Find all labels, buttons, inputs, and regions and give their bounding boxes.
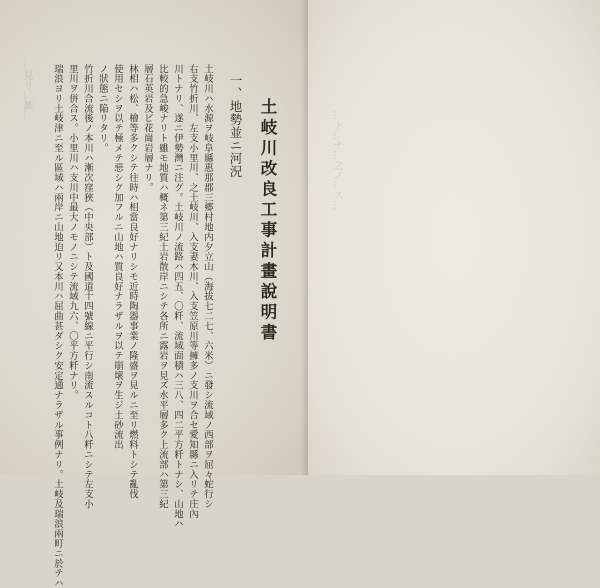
body-line: 川トナリ、遂ニ伊勢灣ニ注グ。土岐川ノ流路ハ四五、〇粁、流域面積ハ三八、四二平方粁トナシ、山地ハ — [172, 64, 183, 529]
body-line: ノ狀態ニ陥リタリ。 — [97, 64, 108, 154]
section-heading: 一、地勢並ニ河況 — [228, 74, 243, 178]
bleed-through-text: …ト…ナ…之ノ…ス… — [331, 110, 342, 210]
right-page — [308, 0, 600, 475]
body-line: 林相ハ松、檜等多クシテ往時ハ相當良好ナリシモ近時陶器事業ノ隆盛ヲ見ルニ至リ燃料トシテ亂伐 — [127, 64, 138, 500]
document-title: 土岐川改良工事計畫說明書 — [258, 98, 277, 344]
body-line: 使用セシヲ以テ極メテ惡シク加フルニ山地ハ質良好ナラザルヲ以テ崩壞ヲ生ジ土砂流出 — [112, 64, 123, 450]
body-line: 瑞浪ヨリ土岐津ニ至ル區域ハ兩岸ニ山地迫リ又本川ハ屈曲甚ダシク安定通ナラザル事例ナリ。土岐及瑞浪兩町ニ於テハ — [52, 64, 63, 588]
body-line: 層石英岩及ビ花崗岩層ナリ。 — [142, 64, 153, 193]
body-line: 右支竹折川、左支小里川、之土岐川、入支妻木川、入支笠原川等擁多ノ支川ヲ合セ愛知縣ニ入リテ庄內 — [187, 64, 198, 519]
bleed-through-text: …見リ…雑… — [21, 60, 32, 120]
body-line: 里川ヲ併合ス。小里川ハ支川中最大ノモノニシテ流域九六、〇平方粁ナリ。 — [67, 64, 78, 401]
body-line: 土岐川ハ水源ヲ岐阜縣惠那郡三郷村地内夕立山（海拔七二七、六米）ニ發シ流域ノ西部ヲ屈々蛇行シ — [202, 64, 213, 510]
body-line: 比較的急峻ナリト雖モ地質ハ概ネ第三紀土岩散岸ニシテ各所ニ露岩ヲ見ズ水平層多ク上流部ハ第三紀 — [157, 64, 168, 510]
body-line: 竹折川合流後ノ本川ハ漸次窪狹（中央部）ト及國道十四號線ニ平行シ南流スルコト八粁ニシテ左支小 — [82, 64, 93, 510]
